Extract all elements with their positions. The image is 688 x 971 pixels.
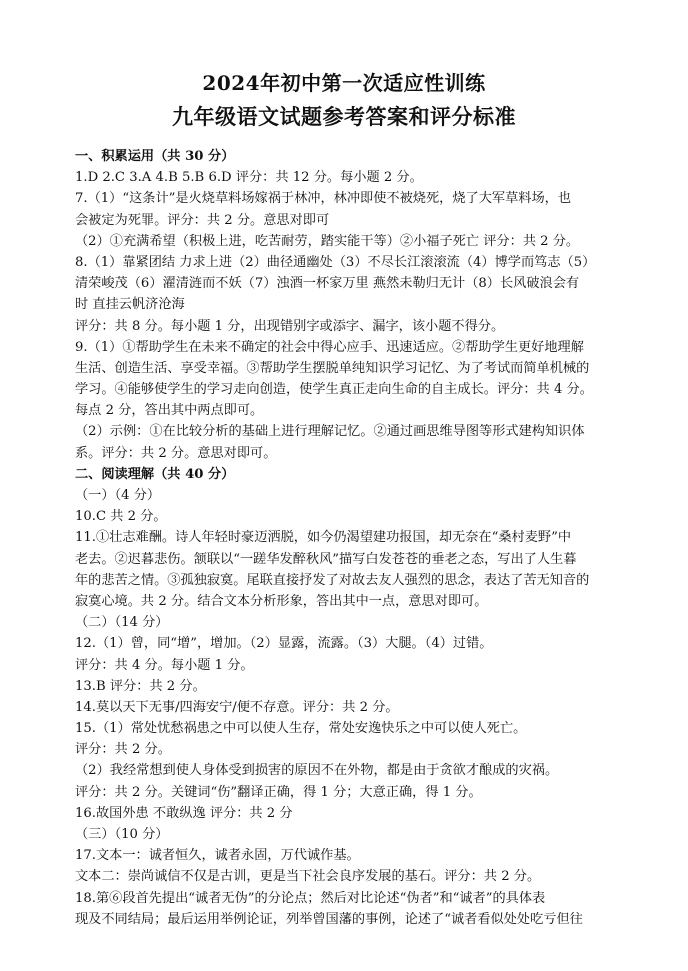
text-line: （二）（14 分） <box>75 615 169 631</box>
text-line: 18.第⑥段首先提出“诚者无伪”的分论点；然后对比论述“伪者”和“诚者”的具体表 <box>75 890 546 906</box>
text-line: 系。评分：共 2 分。意思对即可。 <box>75 445 277 461</box>
section-heading: 二、阅读理解（共 40 分） <box>75 466 235 482</box>
document-subtitle: 九年级语文试题参考答案和评分标准 <box>172 104 516 129</box>
text-line: 12.（1）曾，同“增”，增加。（2）显露，流露。（3）大腿。（4）过错。 <box>75 636 493 652</box>
section-heading: 一、积累运用（共 30 分） <box>75 149 235 164</box>
text-line: 老去。②迟暮悲伤。颔联以“一蹉华发醉秋风”描写白发苍苍的垂老之态，写出了人生暮 <box>75 551 577 567</box>
text-line: 生活、创造生活、享受幸福。③帮助学生摆脱单纯知识学习记忆、为了考试而简单机械的 <box>75 360 590 376</box>
text-line: 9.（1）①帮助学生在未来不确定的社会中得心应手、迅速适应。②帮助学生更好地理解 <box>75 339 584 355</box>
text-line: 时 直挂云帆济沧海 <box>75 297 185 313</box>
text-line: （2）我经常想到使人身体受到损害的原因不在外物，都是由于贪欲才酿成的灾祸。 <box>75 763 559 779</box>
text-line: 8.（1）靠紧团结 力求上进（2）曲径通幽处（3）不尽长江滚滚流（4）博学而笃志（5） <box>75 254 596 270</box>
text-line: 14.莫以天下无事/四海安宁/便不存意。评分：共 2 分。 <box>75 699 399 715</box>
text-line: 年的悲苦之情。③孤独寂寞。尾联直接抒发了对故去友人强烈的思念，表达了苦无知音的 <box>75 572 590 588</box>
text-line: 7.（1）“这条计”是火烧草料场嫁祸于林冲，林冲即使不被烧死，烧了大军草料场，也 <box>75 191 572 207</box>
text-line: 16.故国外患 不敢纵逸 评分：共 2 分 <box>75 805 293 821</box>
text-line: 评分：共 2 分。关键词“伤”翻译正确，得 1 分；大意正确，得 1 分。 <box>75 784 482 800</box>
document-body <box>75 146 645 930</box>
text-line: 每点 2 分，答出其中两点即可。 <box>75 403 264 419</box>
text-line: 文本二：崇尚诚信不仅是古训，更是当下社会良序发展的基石。评分：共 2 分。 <box>75 869 541 885</box>
text-line: 评分：共 8 分。每小题 1 分，出现错别字或添字、漏字，该小题不得分。 <box>75 318 505 334</box>
text-line: （2）示例：①在比较分析的基础上进行理解记忆。②通过画思维导图等形式建构知识体 <box>75 424 585 440</box>
text-line: 13.B 评分：共 2 分。 <box>75 678 206 694</box>
text-line: 10.C 共 2 分。 <box>75 509 167 525</box>
text-line: 寂寞心境。共 2 分。结合文本分析形象，答出其中一点，意思对即可。 <box>75 593 488 609</box>
text-line: 清荣峻茂（6）濯清涟而不妖（7）浊酒一杯家万里 燕然未勒归无计（8）长风破浪会有 <box>75 276 580 292</box>
text-line: 学习。④能够使学生的学习走向创造，使学生真正走向生命的自主成长。评分：共 4 分。 <box>75 382 593 398</box>
text-line: 评分：共 2 分。 <box>75 742 171 758</box>
text-line: （三）（10 分） <box>75 827 169 842</box>
text-line: 1.D 2.C 3.A 4.B 5.B 6.D 评分：共 12 分。每小题 2 分。 <box>75 170 423 186</box>
text-line: （2）①充满希望（积极上进，吃苦耐劳，踏实能干等）②小福子死亡 评分：共 2 分。 <box>75 233 580 249</box>
text-line: 11.①壮志难酬。诗人年轻时豪迈洒脱，如今仍渴望建功报国，却无奈在“桑村麦野”中 <box>75 530 572 546</box>
text-line: 现及不同结局；最后运用举例论证，列举曾国藩的事例，论述了“诚者看似处处吃亏但往 <box>75 911 583 927</box>
text-line: 会被定为死罪。评分：共 2 分。意思对即可 <box>75 212 330 228</box>
text-line: 评分：共 4 分。每小题 1 分。 <box>75 657 254 673</box>
text-line: 15.（1）常处忧愁祸患之中可以使人生存，常处安逸快乐之中可以使人死亡。 <box>75 721 527 737</box>
text-line: （一）（4 分） <box>75 488 161 503</box>
document-title: 2024年初中第一次适应性训练 <box>202 71 486 95</box>
text-line: 17.文本一：诚者恒久，诚者永固，万代诚作基。 <box>75 848 360 864</box>
